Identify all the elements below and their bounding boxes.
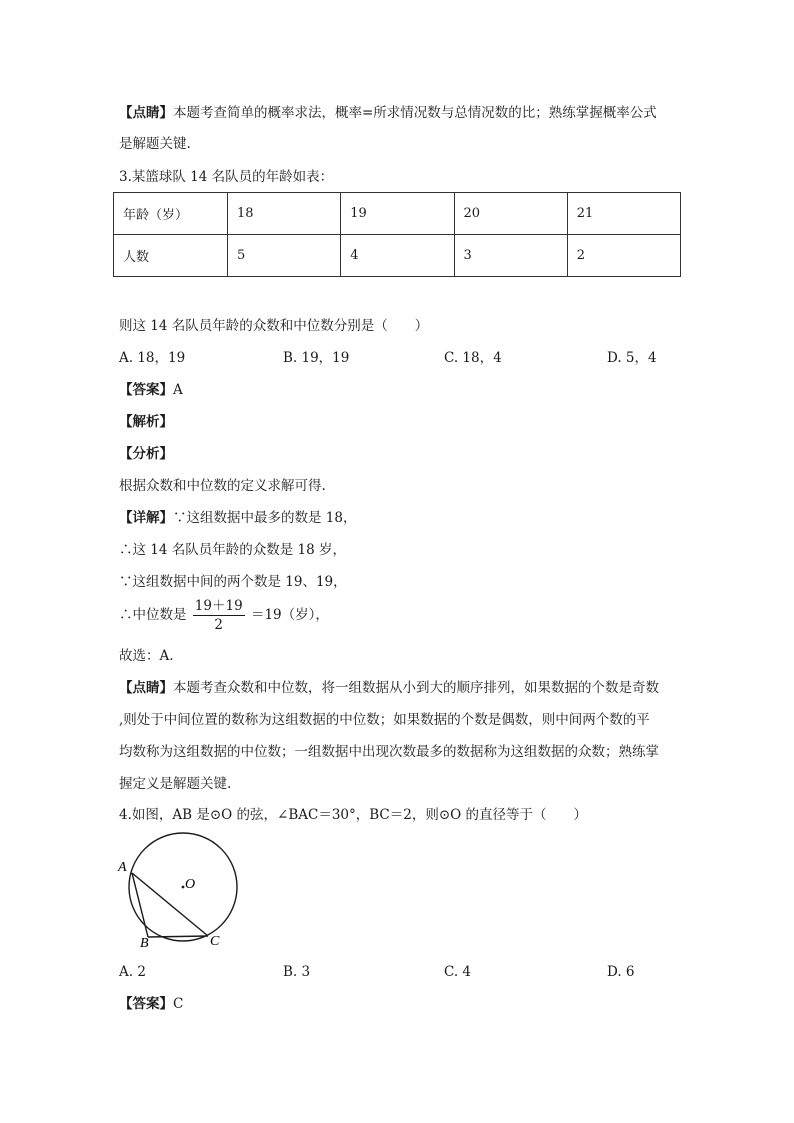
age-table — [113, 192, 681, 277]
q4-option-c: C. 4 — [444, 964, 472, 980]
q3-detail-line3: ∵这组数据中间的两个数是 19、19， — [119, 574, 347, 590]
table-cell: 20 — [454, 193, 567, 235]
table-cell: 18 — [228, 193, 341, 235]
q3-option-c: C. 18，4 — [444, 350, 502, 366]
label-o: O — [185, 877, 196, 892]
q3-detail-line4 — [119, 597, 329, 634]
q3-option-b: B. 19，19 — [283, 350, 350, 366]
q3-tip-line4: 握定义是解题关键. — [119, 776, 232, 792]
q3-tip-label: 【点睛】 — [119, 680, 173, 696]
q4-options — [119, 962, 679, 982]
q3-stem: 3.某篮球队 14 名队员的年龄如表： — [119, 169, 334, 185]
q3-tip-text1: 本题考查众数和中位数，将一组数据从小到大的顺序排列，如果数据的个数是奇数 — [173, 680, 659, 696]
q4-stem: 4.如图，AB 是⊙O 的弦，∠BAC＝30°，BC＝2，则⊙O 的直径等于（ ） — [119, 807, 588, 823]
label-c: C — [210, 934, 220, 949]
fraction-denominator: 2 — [214, 617, 224, 633]
q3-option-d: D. 5，4 — [607, 350, 657, 366]
q4-option-a: A. 2 — [119, 964, 146, 980]
table-cell: 2 — [567, 235, 680, 277]
label-a: A — [118, 860, 127, 875]
q3-answer — [119, 380, 183, 400]
chord-bc — [148, 936, 208, 937]
tip-prev-line1 — [119, 103, 657, 123]
label-b: B — [140, 936, 149, 951]
q3-median-suffix: ＝19（岁）， — [250, 607, 329, 623]
q3-median-prefix: ∴中位数是 — [119, 607, 187, 623]
table-cell: 4 — [341, 235, 454, 277]
q3-answer-value: A — [173, 382, 183, 398]
q4-answer-value: C — [173, 996, 184, 1012]
fraction-numerator: 19＋19 — [194, 598, 243, 614]
tip-prev-line2: 是解题关键. — [119, 136, 191, 152]
q3-detail-line2: ∴这 14 名队员年龄的众数是 18 岁， — [119, 542, 347, 558]
age-table-count-row — [114, 235, 681, 277]
circle-figure — [112, 832, 252, 952]
q3-detail-text1: ∵这组数据中最多的数是 18， — [173, 510, 357, 526]
q4-option-d: D. 6 — [607, 964, 635, 980]
q3-detail-label: 【详解】 — [119, 510, 173, 526]
age-table-header-row — [114, 193, 681, 235]
table-cell: 21 — [567, 193, 680, 235]
table-cell: 人数 — [114, 235, 228, 277]
table-cell: 19 — [341, 193, 454, 235]
chord-ab — [132, 873, 148, 937]
q4-answer — [119, 994, 183, 1014]
q3-fenxi-label: 【分析】 — [119, 446, 173, 462]
chord-ac — [132, 873, 208, 936]
q3-analysis-label: 【解析】 — [119, 414, 173, 430]
q3-tip-line1 — [119, 678, 659, 698]
table-cell: 5 — [228, 235, 341, 277]
q3-conclusion: 故选：A. — [119, 648, 174, 664]
q3-option-a: A. 18，19 — [119, 350, 186, 366]
q4-answer-label: 【答案】 — [119, 996, 173, 1012]
q3-fenxi-text: 根据众数和中位数的定义求解可得. — [119, 478, 326, 494]
q3-question: 则这 14 名队员年龄的众数和中位数分别是（ ） — [119, 318, 429, 334]
q4-option-b: B. 3 — [283, 964, 311, 980]
q3-tip-line2: ,则处于中间位置的数称为这组数据的中位数；如果数据的个数是偶数，则中间两个数的平 — [119, 712, 650, 728]
q3-answer-label: 【答案】 — [119, 382, 173, 398]
q3-options — [119, 348, 679, 368]
q3-tip-line3: 均数称为这组数据的中位数；一组数据中出现次数最多的数据称为这组数据的众数；熟练掌 — [119, 744, 659, 760]
median-fraction — [193, 597, 245, 634]
q3-detail-line1 — [119, 508, 356, 528]
table-cell: 年龄（岁） — [114, 193, 228, 235]
table-cell: 3 — [454, 235, 567, 277]
tip-prev-text1: 本题考查简单的概率求法，概率=所求情况数与总情况数的比；熟练掌握概率公式 — [173, 105, 657, 121]
center-point — [182, 886, 185, 889]
tip-prev-label: 【点睛】 — [119, 105, 173, 121]
